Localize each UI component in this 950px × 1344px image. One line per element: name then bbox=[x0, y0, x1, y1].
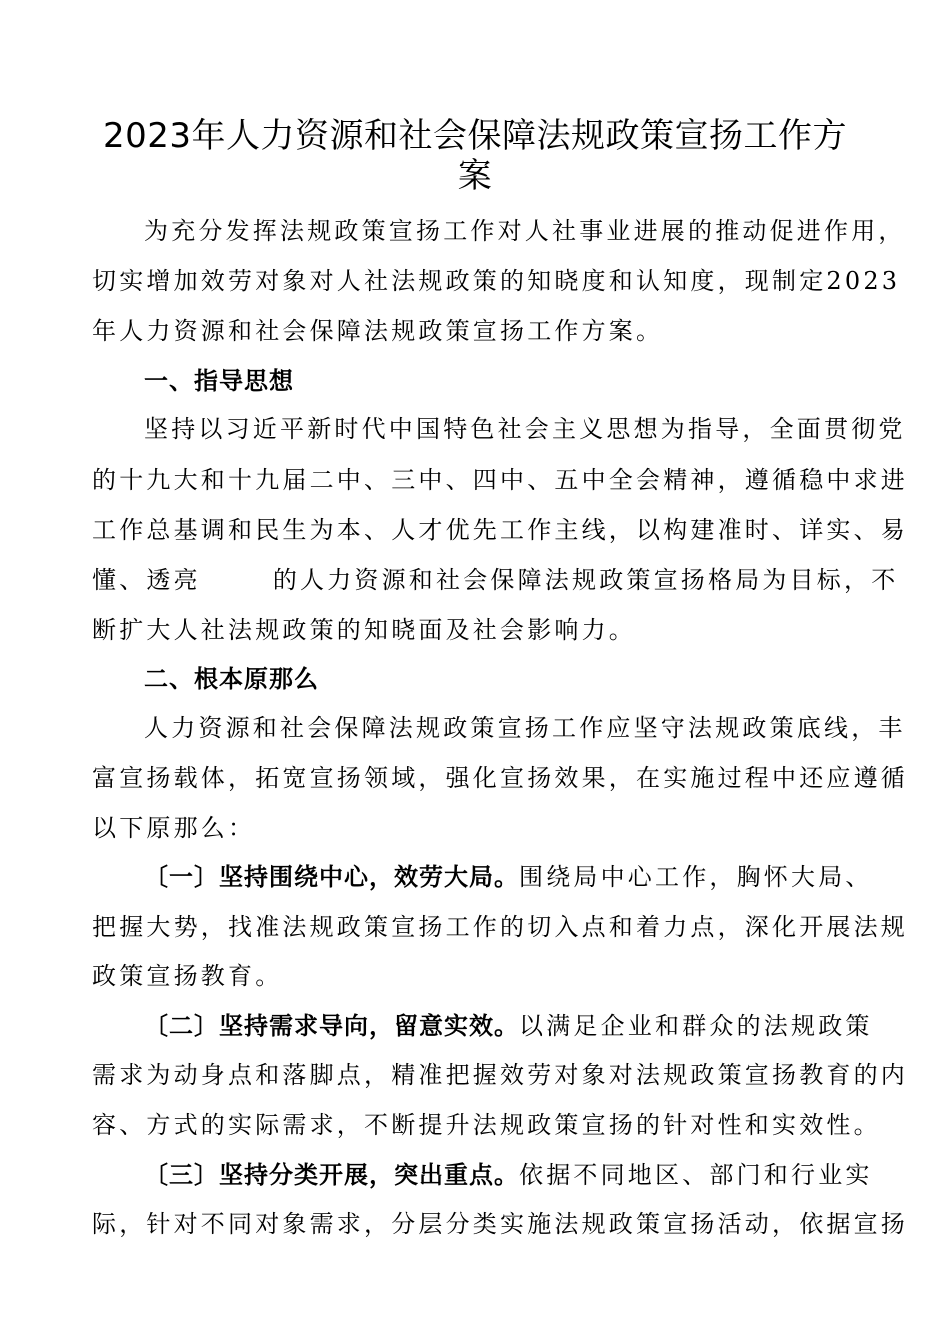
section1-line-4 bbox=[92, 565, 898, 595]
principle1-line-3: 政策宣扬教育。 bbox=[92, 962, 283, 990]
intro-line-1: 为充分发挥法规政策宣扬工作对人社事业进展的推动促进作用， bbox=[144, 217, 906, 245]
intro-line-2: 切实增加效劳对象对人社法规政策的知晓度和认知度，现制定2023 bbox=[92, 267, 901, 295]
section-heading-guiding-thought: 一、指导思想 bbox=[144, 367, 294, 395]
principle3-line-2: 际，针对不同对象需求，分层分类实施法规政策宣扬活动，依据宣扬 bbox=[92, 1210, 908, 1238]
section2-line-3: 以下原那么： bbox=[92, 814, 256, 842]
principle1-title: 〔一〕坚持围绕中心，效劳大局。 bbox=[144, 863, 519, 891]
principle2-line-2: 需求为动身点和落脚点，精准把握效劳对象对法规政策宣扬教育的内 bbox=[92, 1061, 908, 1089]
section1-line-2: 的十九大和十九届二中、三中、四中、五中全会精神，遵循稳中求进 bbox=[92, 466, 908, 494]
section2-line-1: 人力资源和社会保障法规政策宣扬工作应坚守法规政策底线，丰 bbox=[144, 714, 906, 742]
intro-line-3: 年人力资源和社会保障法规政策宣扬工作方案。 bbox=[92, 317, 664, 345]
section1-line-4-end: 的人力资源和社会保障法规政策宣扬格局为目标，不 bbox=[272, 566, 899, 594]
section1-line-3: 工作总基调和民生为本、人才优先工作主线，以构建准时、详实、易 bbox=[92, 516, 908, 544]
principle3-title: 〔三〕坚持分类开展，突出重点。 bbox=[144, 1161, 519, 1189]
principle3-line-1 bbox=[144, 1160, 873, 1190]
principle2-line-1 bbox=[144, 1011, 873, 1041]
section-heading-basic-principles: 二、根本原那么 bbox=[144, 665, 319, 693]
principle1-text: 围绕局中心工作，胸怀大局、 bbox=[519, 863, 873, 891]
principle1-line-1 bbox=[144, 862, 873, 892]
section1-line-1: 坚持以习近平新时代中国特色社会主义思想为指导，全面贯彻党 bbox=[144, 415, 906, 443]
section1-line-4-start: 懂、透亮 bbox=[92, 566, 201, 594]
principle2-line-3: 容、方式的实际需求，不断提升法规政策宣扬的针对性和实效性。 bbox=[92, 1111, 881, 1139]
document-title-line-1: 2023年人力资源和社会保障法规政策宣扬工作方 bbox=[102, 116, 848, 156]
section1-line-5: 断扩大人社法规政策的知晓面及社会影响力。 bbox=[92, 616, 636, 644]
section2-line-2: 富宣扬载体，拓宽宣扬领域，强化宣扬效果，在实施过程中还应遵循 bbox=[92, 764, 908, 792]
principle2-text: 以满足企业和群众的法规政策 bbox=[519, 1012, 873, 1040]
document-title-line-2: 案 bbox=[457, 156, 493, 196]
principle2-title: 〔二〕坚持需求导向，留意实效。 bbox=[144, 1012, 519, 1040]
principle3-text: 依据不同地区、部门和行业实 bbox=[519, 1161, 873, 1189]
principle1-line-2: 把握大势，找准法规政策宣扬工作的切入点和着力点，深化开展法规 bbox=[92, 913, 908, 941]
